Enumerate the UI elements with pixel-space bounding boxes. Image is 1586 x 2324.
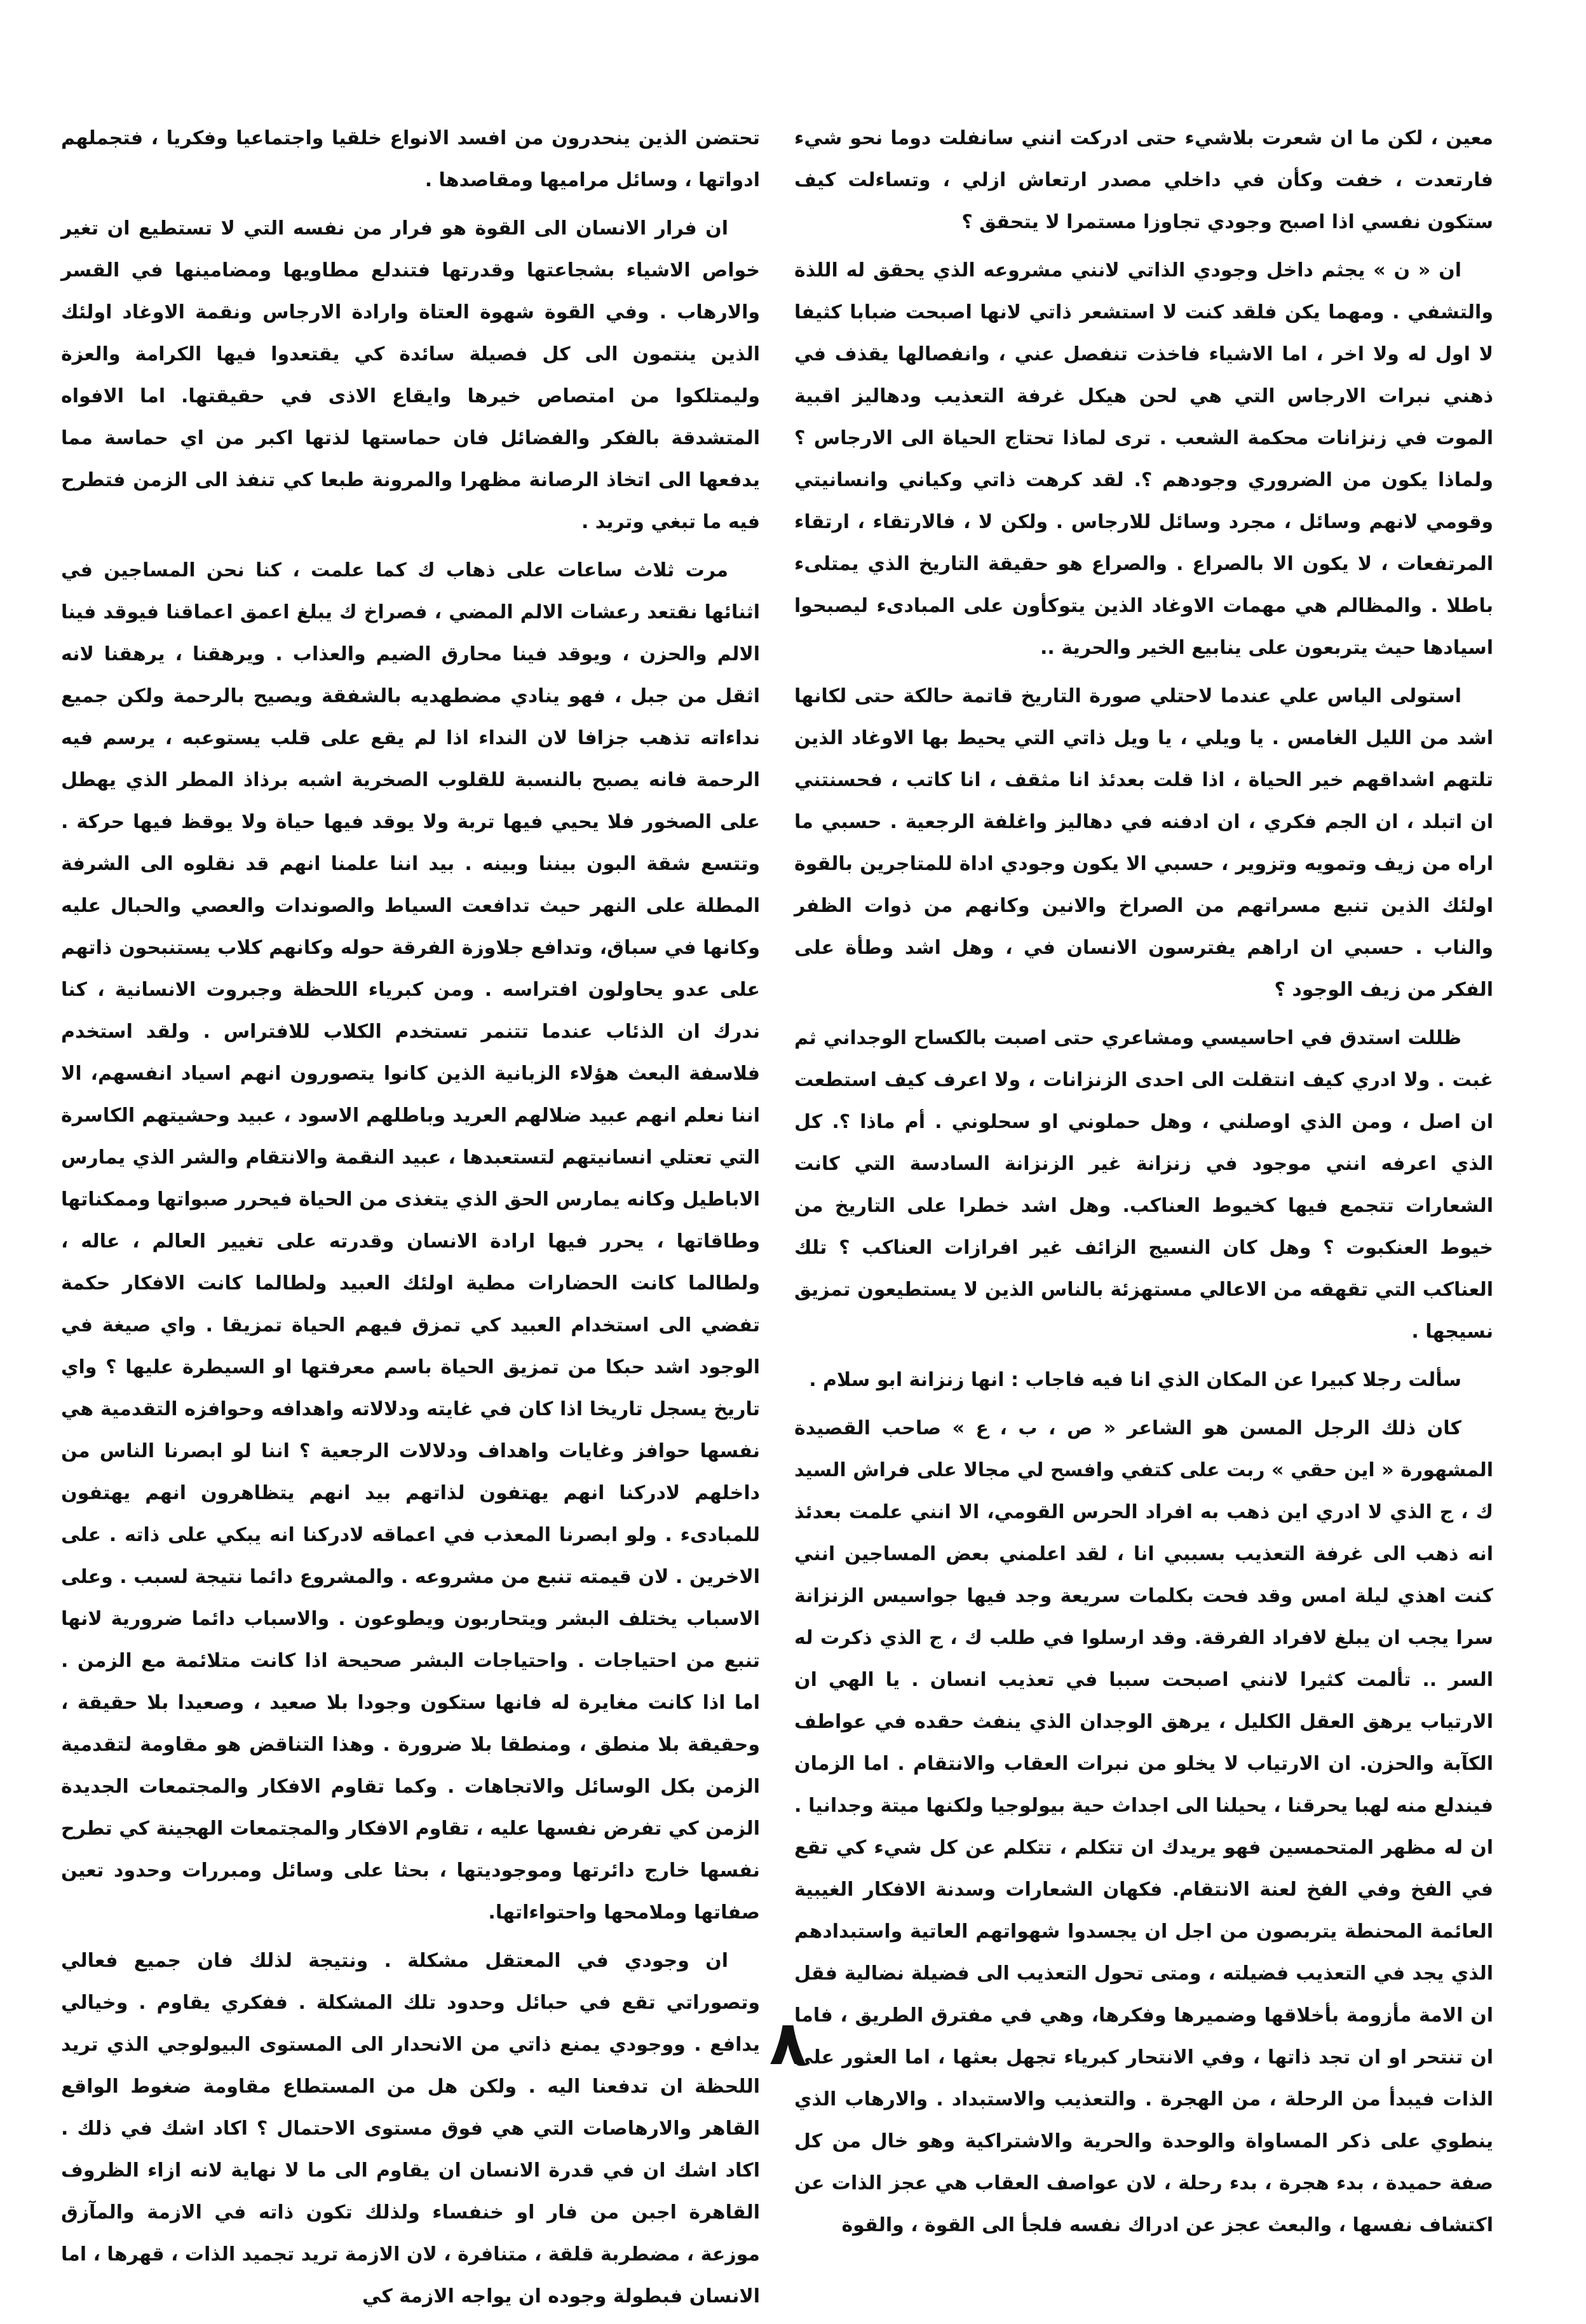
- left-text-column: [61, 118, 760, 2324]
- paragraph: كان ذلك الرجل المسن هو الشاعر « ص ، ب ، ع » صاحب القصيدة المشهورة « اين حقي » ربت على كتفي وافسح لي مجالا على فراش السيد ك ، ج الذي لا ادري اين ذهب به افراد الحرس القومي، الا انني علمت بعدئذ انه ذهب الى غرفة التعذيب بسببي انا ، لقد اعلمني بعض المساجين انني كنت اهذي ليلة امس وقد فحت بكلمات سريعة وجد فيها جواسيس الزنزانة سرا يجب ان يبلغ لافراد الفرقة. وقد ارسلوا في طلب ك ، ج الذي ذكرت له السر .. تألمت كثيرا لانني اصبحت سببا في تعذيب انسان . يا الهي ان الارتياب يرهق العقل الكليل ، يرهق الوجدان الذي ينفث حقده في عواطف الكآبة والحزن. ان الارتياب لا يخلو من نبرات العقاب والانتقام . اما الزمان فيندلع منه لهبا يحرقنا ، يحيلنا الى اجداث حية بيولوجيا ولكنها ميتة وجدانيا . ان له مظهر المتحمسين فهو يريدك ان تتكلم ، تتكلم عن كل شيء كي تقع في الفخ وفي الفخ لعنة الانتقام. فكهان الشعارات وسدنة الافكار الغيبية العائمة المحنطة يتربصون من اجل ان يجسدوا شهواتهم العاتية واستبدادهم الذي يجد في التعذيب فضيلته ، ومتى تحول التعذيب الى فضيلة نضالية فقل ان الامة مأزومة بأخلاقها وضميرها وفكرها، وهي في مفترق الطريق ، فاما ان تنتحر او ان تجد ذاتها ، وفي الانتحار كبرياء تجهل بعثها ، اما العثور على الذات فيبدأ من الرحلة ، من الهجرة . والتعذيب والاستبداد . والارهاب الذي ينطوي على ذكر المساواة والوحدة والحرية والاشتراكية وهو خال من كل صفة حميدة ، بدء هجرة ، بدء رحلة ، لان عواصف العقاب هي عجز الذات عن اكتشاف نفسها ، والبعث عجز عن ادراك نفسه فلجأ الى القوة ، والقوة: [794, 1417, 1493, 2236]
- paragraph: معين ، لكن ما ان شعرت بلاشيء حتى ادركت انني سانفلت دوما نحو شيء فارتعدت ، خفت وكأن في داخلي مصدر ارتعاش ازلي ، وتساءلت كيف ستكون نفسي اذا اصبح وجودي تجاوزا مستمرا لا يتحقق ؟: [794, 127, 1493, 233]
- paragraph: ان « ن » يجثم داخل وجودي الذاتي لانني مشروعه الذي يحقق له اللذة والتشفي . ومهما يكن فلقد كنت لا استشعر ذاتي لانها اصبحت ضبابا كثيفا لا اول له ولا اخر ، اما الاشياء فاخذت تنفصل عني ، وانفصالها يقذف في ذهني نبرات الارجاس التي هي لحن هيكل غرفة التعذيب ودهاليز اقبية الموت في زنزانات محكمة الشعب . ترى لماذا تحتاج الحياة الى الارجاس ؟ ولماذا يكون من الضروري وجودهم ؟. لقد كرهت ذاتي وكياني وانسانيتي وقومي لانهم وسائل ، مجرد وسائل للارجاس . ولكن لا ، فالارتقاء ، ارتقاء المرتفعات ، لا يكون الا بالصراع . والصراع هو حقيقة التاريخ الذي يمتلىء باطلا . والمظالم هي مهمات الاوغاد الذين يتوكأون على المبادىء ليصبحوا اسيادها حيث يتربعون على ينابيع الخير والحرية ..: [794, 259, 1493, 659]
- page-number: ٨: [769, 2008, 807, 2079]
- paragraph: ان وجودي في المعتقل مشكلة . ونتيجة لذلك فان جميع فعالي وتصوراتي تقع في حبائل وحدود تلك المشكلة . ففكري يقاوم . وخيالي يدافع . ووجودي يمنع ذاتي من الانحدار الى المستوى البيولوجي الذي تريد اللحظة ان تدفعنا اليه . ولكن هل من المستطاع مقاومة ضغوط الواقع القاهر والارهاصات التي هي فوق مستوى الاحتمال ؟ اكاد اشك في ذلك . اكاد اشك ان في قدرة الانسان ان يقاوم الى ما لا نهاية لانه ازاء الظروف القاهرة اجبن من فار او خنفساء ولذلك تكون ذاته في الازمة والمآزق موزعة ، مضطربة قلقة ، متنافرة ، لان الازمة تريد تجميد الذات ، قهرها ، اما الانسان فبطولة وجوده ان يواجه الازمة كي: [61, 1950, 760, 2307]
- paragraph: استولى الياس علي عندما لاحتلي صورة التاريخ قاتمة حالكة حتى لكانها اشد من الليل الغامس . يا ويلي ، يا ويل ذاتي التي يحيط بها الاوغاد الذين تلتهم اشداقهم خير الحياة ، اذا قلت بعدئذ انا مثقف ، انا كاتب ، فحسنتني ان اتبلد ، ان الجم فكري ، ان ادفنه في دهاليز واغلفة الرجعية . حسبي ما اراه من زيف وتمويه وتزوير ، حسبي الا يكون وجودي اداة للمتاجرين بالقوة اولئك الذين تنبع مسراتهم من الصراخ والانين وكانهم من ذوات الظفر والناب . حسبي ان اراهم يفترسون الانسان في ، وهل اشد وطأة على الفكر من زيف الوجود ؟: [794, 685, 1493, 1001]
- paragraph: ان فرار الانسان الى القوة هو فرار من نفسه التي لا تستطيع ان تغير خواص الاشياء بشجاعتها وقدرتها فتندلع مطاويها ومضامينها في القسر والارهاب . وفي القوة شهوة العتاة وارادة الارجاس ونقمة الاوغاد اولئك الذين ينتمون الى كل فصيلة سائدة كي يقتعدوا فيها الكرامة والعزة وليمتلكوا من امتصاص خيرها وايقاع الاذى في حقيقتها. اما الافواه المتشدقة بالفكر والفضائل فان حماستها لذتها اكبر من اي حماسة مما يدفعها الى اتخاذ الرصانة مظهرا والمرونة طبعا كي تنفذ الى الزمن فتطرح فيه ما تبغي وتريد .: [61, 217, 760, 533]
- paragraph: مرت ثلاث ساعات على ذهاب ك كما علمت ، كنا نحن المساجين في اثنائها نقتعد رعشات الالم المضي ، فصراخ ك يبلغ اعمق اعماقنا فيوقد فينا الالم والحزن ، ويوقد فينا محارق الضيم والعذاب . ويرهقنا ، يرهقنا لانه اثقل من جبل ، فهو ينادي مضطهديه بالشفقة ويصيح بالرحمة ولكن جميع نداءاته تذهب جزافا لان النداء اذا لم يقع على قلب يستوعبه ، يرسم فيه الرحمة فانه يصبح بالنسبة للقلوب الصخرية اشبه برذاذ المطر الذي يهطل على الصخور فلا يحيي فيها تربة ولا يوقد فيها حياة ولا يوقظ فيها حركة . وتتسع شقة البون بيننا وبينه . بيد اننا علمنا انهم قد نقلوه الى الشرفة المطلة على النهر حيث تدافعت السياط والصوندات والعصي والحبال عليه وكانها في سباق، وتدافع جلاوزة الفرقة حوله وكانهم كلاب يستنبحون ذاتهم على عدو يحاولون افتراسه . ومن كبرياء اللحظة وجبروت الانسانية ، كنا ندرك ان الذئاب عندما تتنمر تستخدم الكلاب للافتراس . ولقد استخدم فلاسفة البعث هؤلاء الزبانية الذين كانوا يتصورون انهم اسياد انفسهم، الا اننا نعلم انهم عبيد ضلالهم العريد وباطلهم الاسود ، عبيد وحشيتهم الكاسرة التي تعتلي انسانيتهم لتستعبدها ، عبيد النقمة والانتقام والشر الذي يمارس الاباطيل وكانه يمارس الحق الذي يتغذى من الحياة فيحرر صبواتها وممكناتها وطاقاتها ، يحرر فيها ارادة الانسان وقدرته على تغيير العالم ، عاله ، ولطالما كانت الحضارات مطية اولئك العبيد ولطالما كانت الافكار حكمة تفضي الى استخدام العبيد كي تمزق فيهم الحياة تمزيقا . واي صيغة في الوجود اشد حبكا من تمزيق الحياة باسم معرفتها او السيطرة عليها ؟ واي تاريخ يسجل تاريخا اذا كان في غايته ودلالاته واهدافه وحوافزه التقدمية هي نفسها حوافز وغايات واهداف ودلالات الرجعية ؟ اننا لو ابصرنا الناس من داخلهم لادركنا انهم يهتفون لذاتهم بيد انهم يتظاهرون انهم يهتفون للمبادىء . ولو ابصرنا المعذب في اعماقه لادركنا انه يبكي على ذاته . على الاخرين . لان قيمته تنبع من مشروعه . والمشروع دائما نتيجة لسبب . وعلى الاسباب يختلف البشر ويتحاربون ويطوعون . والاسباب دائما ضرورية لانها تنبع من احتياجات . واحتياجات البشر صحيحة اذا كانت متلائمة مع الزمن . اما اذا كانت مغايرة له فانها ستكون وجودا بلا صعيد ، وصعيدا بلا حقيقة ، وحقيقة بلا منطق ، ومنطقا بلا ضرورة . وهذا التناقض هو مقاومة لتقدمية الزمن بكل الوسائل والاتجاهات . وكما تقاوم الافكار والمجتمعات الجديدة الزمن كي تفرض نفسها عليه ، تقاوم الافكار والمجتمعات الهجينة كي تطرح نفسها خارج دائرتها وموجوديتها ، بحثا على وسائل ومبررات وحدود تعين صفاتها وملامحها واحتواءاتها.: [61, 559, 760, 1924]
- paragraph: تحتضن الذين ينحدرون من افسد الانواع خلقيا واجتماعيا وفكريا ، فتجملهم ادواتها ، وسائل مراميها ومقاصدها .: [61, 127, 760, 191]
- right-text-column: [794, 118, 1493, 2253]
- paragraph: ظللت استدق في احاسيسي ومشاعري حتى اصبت بالكساح الوجداني ثم غبت . ولا ادري كيف انتقلت الى احدى الزنزانات ، ولا اعرف كيف استطعت ان اصل ، ومن الذي اوصلني ، وهل حملوني او سحلوني . أم ماذا ؟. كل الذي اعرفه انني موجود في زنزانة غير الزنزانة السادسة التي كانت الشعارات تتجمع فيها كخيوط العناكب. وهل اشد خطرا على التاريخ من خيوط العنكبوت ؟ وهل كان النسيج الزائف غير افرازات العناكب ؟ تلك العناكب التي تقهقه من الاعالي مستهزئة بالناس الذين لا يستطيعون تمزيق نسيجها .: [794, 1027, 1493, 1343]
- paragraph: سألت رجلا كبيرا عن المكان الذي انا فيه فاجاب : انها زنزانة ابو سلام .: [809, 1369, 1461, 1391]
